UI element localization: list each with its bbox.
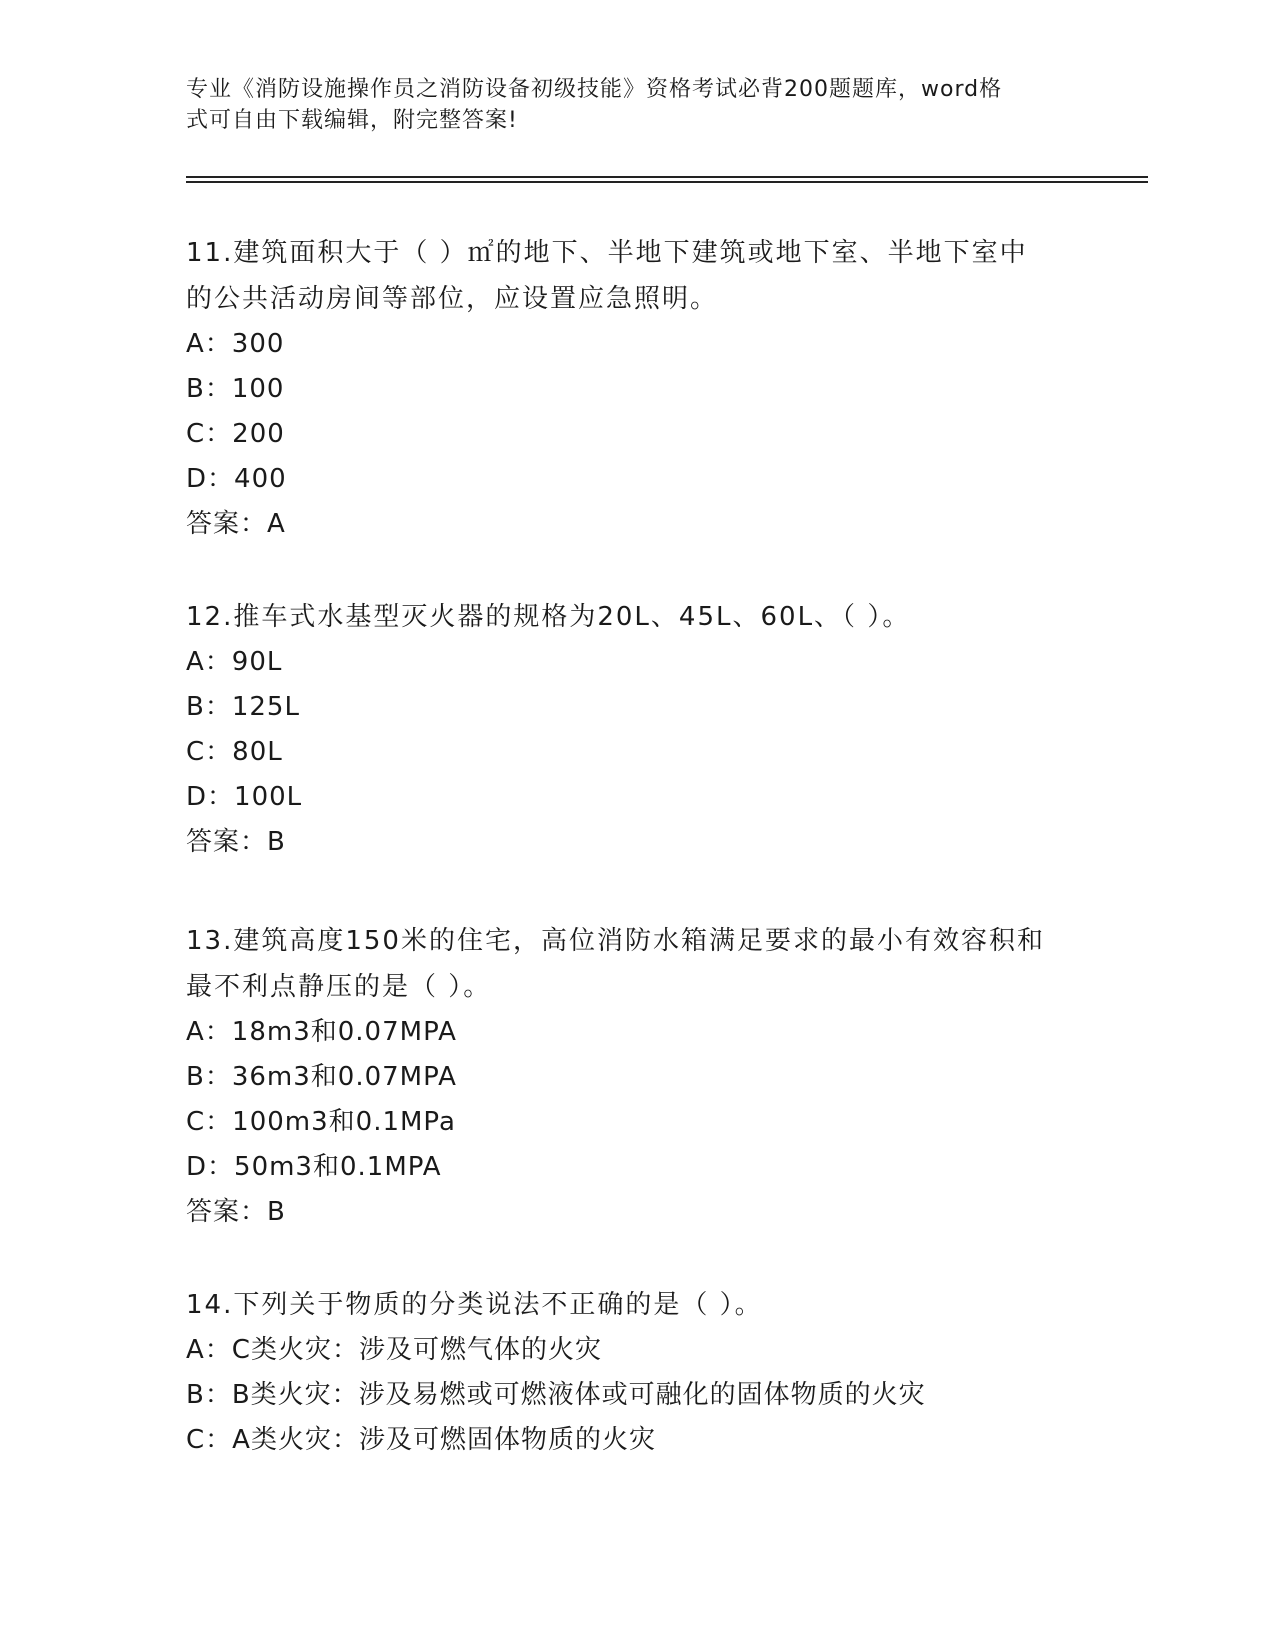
header-line-1: 专业《消防设施操作员之消防设备初级技能》资格考试必背200题题库，word格 xyxy=(186,77,1003,102)
question-text-line-2: 最不利点静压的是（ ）。 xyxy=(186,972,492,1002)
option-b: B：36m3和0.07MPA xyxy=(186,1062,457,1092)
option-c: C：200 xyxy=(186,419,285,449)
option-d: D：400 xyxy=(186,464,287,494)
document-header xyxy=(186,74,1086,136)
question-text-line-1: 11.建筑面积大于（ ）㎡的地下、半地下建筑或地下室、半地下室中 xyxy=(186,238,1028,268)
answer: 答案：B xyxy=(186,827,286,857)
answer: 答案：A xyxy=(186,509,286,539)
option-a: A：18m3和0.07MPA xyxy=(186,1017,457,1047)
option-b: B：B类火灾：涉及易燃或可燃液体或可融化的固体物质的火灾 xyxy=(186,1380,926,1410)
option-a: A：300 xyxy=(186,329,285,359)
answer: 答案：B xyxy=(186,1197,286,1227)
question-text-line-1: 13.建筑高度150米的住宅，高位消防水箱满足要求的最小有效容积和 xyxy=(186,926,1045,956)
question-text-line-1: 12.推车式水基型灭火器的规格为20L、45L、60L、（ ）。 xyxy=(186,602,911,632)
header-divider-bottom xyxy=(186,181,1148,183)
option-c: C：80L xyxy=(186,737,283,767)
option-a: A：90L xyxy=(186,647,283,677)
question-13 xyxy=(186,918,1086,1235)
option-d: D：100L xyxy=(186,782,303,812)
header-line-2: 式可自由下载编辑，附完整答案! xyxy=(186,108,518,133)
option-c: C：A类火灾：涉及可燃固体物质的火灾 xyxy=(186,1425,656,1455)
header-divider-top xyxy=(186,176,1148,178)
option-c: C：100m3和0.1MPa xyxy=(186,1107,456,1137)
option-a: A：C类火灾：涉及可燃气体的火灾 xyxy=(186,1335,602,1365)
question-11 xyxy=(186,230,1086,547)
question-14 xyxy=(186,1282,1086,1463)
question-text-line-1: 14.下列关于物质的分类说法不正确的是（ ）。 xyxy=(186,1290,763,1320)
question-text-line-2: 的公共活动房间等部位，应设置应急照明。 xyxy=(186,284,719,314)
option-b: B：125L xyxy=(186,692,300,722)
option-d: D：50m3和0.1MPA xyxy=(186,1152,442,1182)
question-12 xyxy=(186,594,1086,865)
option-b: B：100 xyxy=(186,374,285,404)
